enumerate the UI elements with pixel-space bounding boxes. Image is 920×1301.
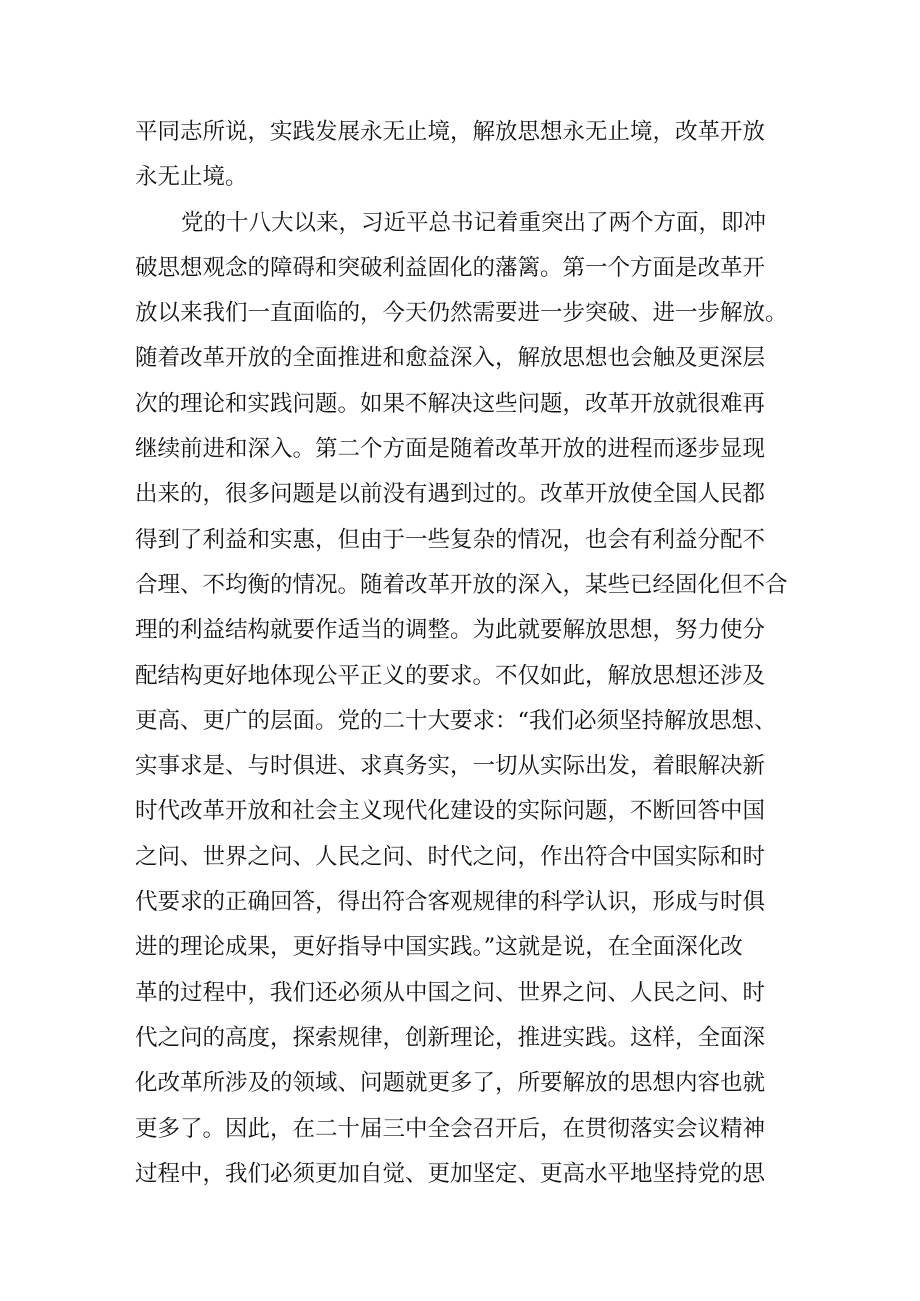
text-line: 得到了利益和实惠，但由于一些复杂的情况，也会有利益分配不 bbox=[135, 526, 766, 553]
text-line: 出来的，很多问题是以前没有遇到过的。改革开放使全国人民都 bbox=[135, 481, 766, 508]
text-line: 过程中，我们必须更加自觉、更加坚定、更高水平地坚持党的思 bbox=[135, 1160, 766, 1187]
text-line: 代要求的正确回答，得出符合客观规律的科学认识，形成与时俱 bbox=[135, 889, 766, 916]
text-line: 革的过程中，我们还必须从中国之问、世界之问、人民之问、时 bbox=[135, 979, 766, 1006]
text-line: 合理、不均衡的情况。随着改革开放的深入，某些已经固化但不合 bbox=[135, 571, 788, 598]
text-line: 破思想观念的障碍和突破利益固化的藩篱。第一个方面是改革开 bbox=[135, 254, 766, 281]
body-text bbox=[135, 110, 795, 1197]
text-line: 更多了。因此，在二十届三中全会召开后，在贯彻落实会议精神 bbox=[135, 1115, 766, 1142]
text-line: 平同志所说，实践发展永无止境，解放思想永无止境，改革开放 bbox=[135, 119, 766, 145]
text-line: 配结构更好地体现公平正义的要求。不仅如此，解放思想还涉及 bbox=[135, 662, 766, 689]
text-line: 放以来我们一直面临的，今天仍然需要进一步突破、进一步解放。 bbox=[135, 300, 788, 327]
paragraph-start-line: 党的十八大以来，习近平总书记着重突出了两个方面，即冲 bbox=[181, 209, 767, 236]
text-line: 继续前进和深入。第二个方面是随着改革开放的进程而逐步显现 bbox=[135, 436, 766, 463]
text-line: 实事求是、与时俱进、求真务实，一切从实际出发，着眼解决新 bbox=[135, 753, 766, 780]
text-line: 进的理论成果，更好指导中国实践。”这就是说，在全面深化改 bbox=[135, 934, 743, 961]
text-line: 理的利益结构就要作适当的调整。为此就要解放思想，努力使分 bbox=[135, 617, 766, 644]
text-line: 次的理论和实践问题。如果不解决这些问题，改革开放就很难再 bbox=[135, 390, 766, 417]
text-line: 时代改革开放和社会主义现代化建设的实际问题，不断回答中国 bbox=[135, 798, 766, 825]
text-line: 永无止境。 bbox=[135, 164, 248, 191]
text-line: 随着改革开放的全面推进和愈益深入，解放思想也会触及更深层 bbox=[135, 345, 766, 372]
text-line: 之问、世界之问、人民之问、时代之问，作出符合中国实际和时 bbox=[135, 843, 766, 870]
text-line: 更高、更广的层面。党的二十大要求：“我们必须坚持解放思想、 bbox=[135, 707, 777, 734]
text-line: 代之问的高度，探索规律，创新理论，推进实践。这样，全面深 bbox=[135, 1024, 766, 1051]
text-line: 化改革所涉及的领域、问题就更多了，所要解放的思想内容也就 bbox=[135, 1070, 766, 1097]
